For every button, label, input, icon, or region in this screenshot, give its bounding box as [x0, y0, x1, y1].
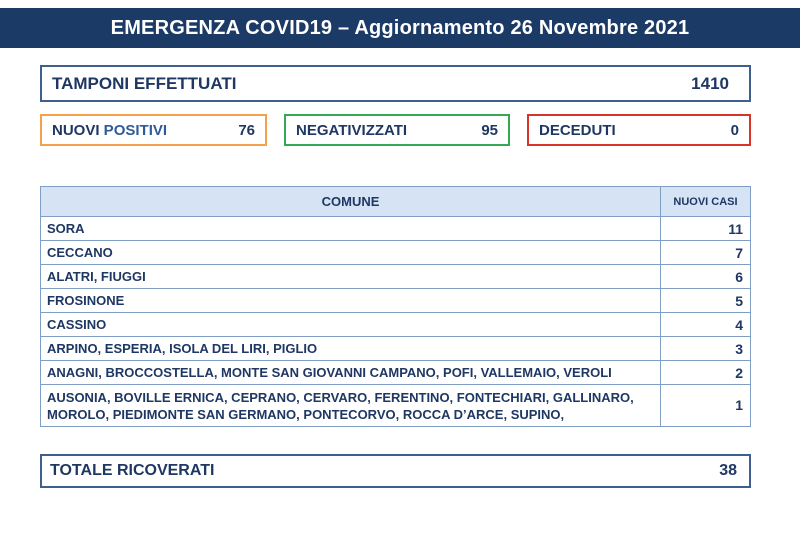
ricoverati-value: 38 — [719, 462, 737, 479]
nuovi-positivi-value: 76 — [238, 121, 255, 139]
comune-cell: CASSINO — [41, 313, 661, 337]
nuovi-positivi-label — [52, 122, 167, 139]
header-banner — [0, 8, 800, 48]
casi-cell: 3 — [661, 337, 751, 361]
comune-cell: ANAGNI, BROCCOSTELLA, MONTE SAN GIOVANNI CAMPANO, POFI, VALLEMAIO, VEROLI — [41, 361, 661, 385]
comune-cell — [41, 385, 661, 427]
ricoverati-box — [40, 454, 751, 488]
deceduti-label: DECEDUTI — [539, 121, 616, 139]
table-row — [41, 337, 751, 361]
casi-cell: 7 — [661, 241, 751, 265]
table-row — [41, 265, 751, 289]
comune-line: MOROLO, PIEDIMONTE SAN GERMANO, PONTECORVO, ROCCA D’ARCE, SUPINO, — [47, 406, 565, 422]
table-header-row — [41, 187, 751, 217]
positivi-label-part: POSITIVI — [99, 121, 168, 139]
comuni-table — [40, 186, 751, 427]
casi-cell: 11 — [661, 217, 751, 241]
negativizzati-value: 95 — [481, 121, 498, 139]
comune-line: AUSONIA, BOVILLE ERNICA, CEPRANO, CERVARO, FERENTINO, FONTECHIARI, GALLINARO, — [47, 389, 634, 405]
casi-cell: 2 — [661, 361, 751, 385]
table-row — [41, 289, 751, 313]
ricoverati-label: TOTALE RICOVERATI — [50, 462, 215, 479]
nuovi-label-part: NUOVI — [52, 121, 100, 139]
comune-cell: CECCANO — [41, 241, 661, 265]
comune-cell: ARPINO, ESPERIA, ISOLA DEL LIRI, PIGLIO — [41, 337, 661, 361]
page-title: EMERGENZA COVID19 – Aggiornamento 26 Novembre 2021 — [110, 16, 690, 39]
nuovi-positivi-box — [40, 114, 267, 146]
casi-cell: 5 — [661, 289, 751, 313]
table-row — [41, 217, 751, 241]
table-row — [41, 313, 751, 337]
comune-cell: SORA — [41, 217, 661, 241]
deceduti-value: 0 — [730, 121, 739, 139]
deceduti-box — [527, 114, 751, 146]
table-row — [41, 361, 751, 385]
column-header-nuovi-casi: NUOVI CASI — [661, 187, 751, 217]
table-row — [41, 241, 751, 265]
negativizzati-label: NEGATIVIZZATI — [296, 121, 408, 139]
casi-cell: 6 — [661, 265, 751, 289]
table-row — [41, 385, 751, 427]
column-header-comune: COMUNE — [41, 187, 661, 217]
negativizzati-box — [284, 114, 510, 146]
comune-cell: FROSINONE — [41, 289, 661, 313]
tamponi-box — [40, 65, 751, 102]
casi-cell: 4 — [661, 313, 751, 337]
tamponi-label: TAMPONI EFFETTUATI — [52, 73, 237, 93]
comune-cell: ALATRI, FIUGGI — [41, 265, 661, 289]
tamponi-value: 1410 — [691, 73, 729, 93]
casi-cell: 1 — [661, 385, 751, 427]
